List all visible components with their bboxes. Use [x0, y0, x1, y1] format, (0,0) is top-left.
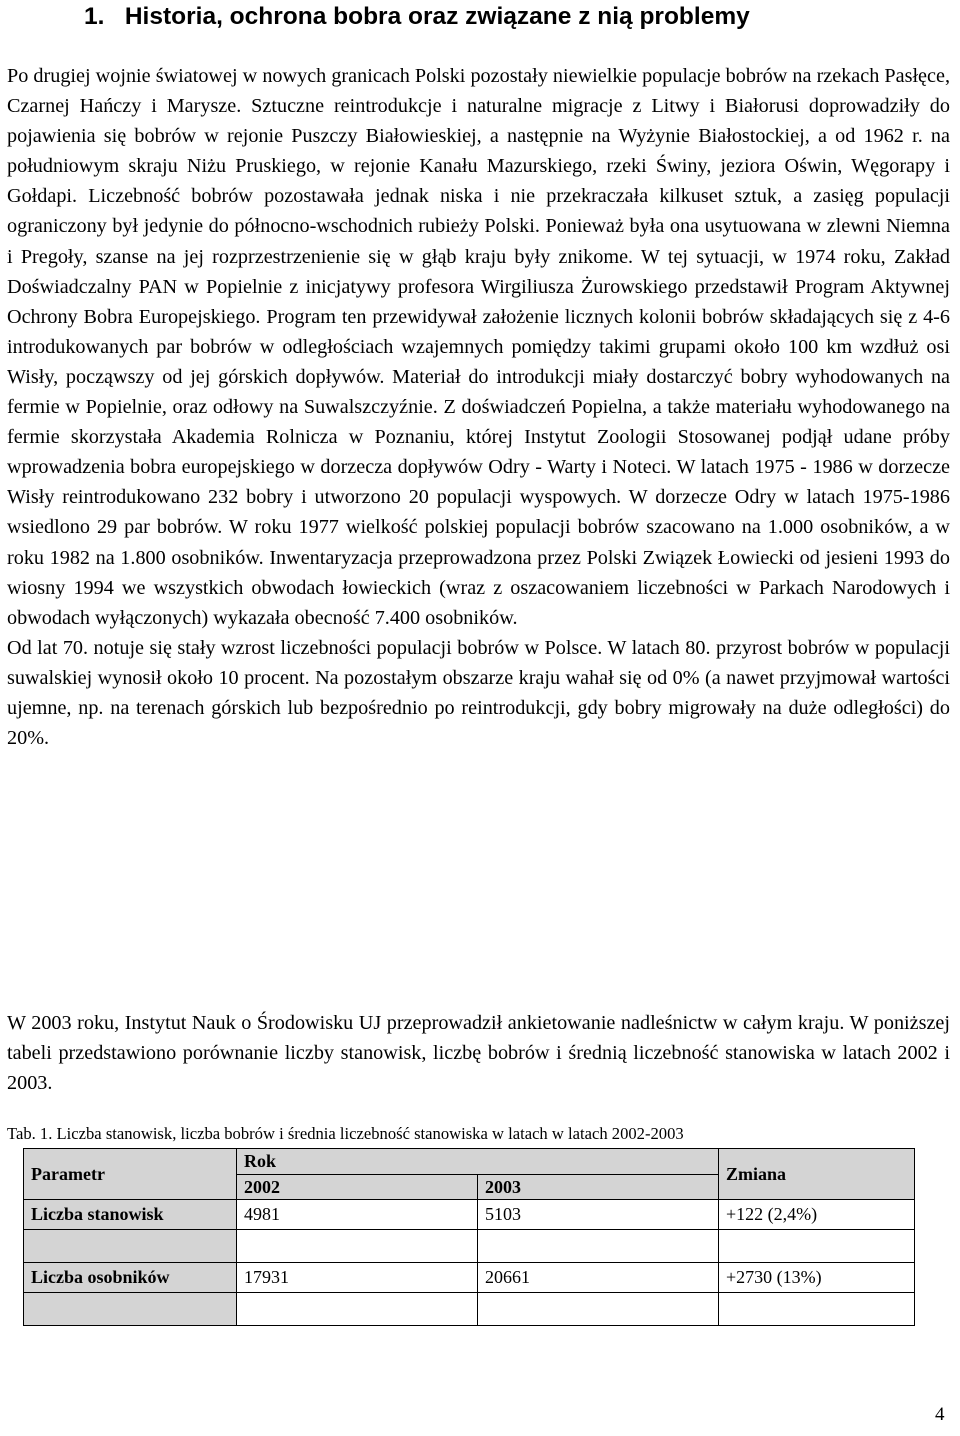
paragraph-history: Po drugiej wojnie światowej w nowych granicach Polski pozostały niewielkie populacje bobrów na rzekach Pasłęce, Czarnej Hańczy i Marysze. Sztuczne reintrodukcje i naturalne migracje z Litwy i Białorusi doprowadziły do pojawienia się bobrów w rejonie Puszczy Białowieskiej, a następnie na Wyżynie Białostockiej, a od 1962 r. na południowym skraju Niżu Pruskiego, w rejonie Kanału Mazurskiego, rzeki Świny, jeziora Oświn, Węgorapy i Gołdapi. Liczebność bobrów pozostawała jednak niska i nie przekraczała kilkuset sztuk, a zasięg populacji ograniczony był jedynie do północno-wschodnich rubieży Polski. Ponieważ była ona usytuowana w zlewni Niemna i Pregoły, szanse na jej rozprzestrzenienie się w głąb kraju były znikome. W tej sytuacji, w 1974 roku, Zakład Doświadczalny PAN w Popielnie z inicjatywy profesora Wirgiliusza Żurowskiego przedstawił Program Aktywnej Ochrony Bobra Europejskiego. Program ten przewidywał założenie licznych kolonii bobrów składających się z 4-6 introdukowanych par bobrów w odległościach wzajemnych pomiędzy takimi grupami około 100 km wzdłuż osi Wisły, począwszy od jej górskich dopływów. Materiał do introdukcji miały dostarczyć bobry wyhodowanych na fermie w Popielnie, oraz odłowy na Suwalszczyźnie. Z doświadczeń Popielna, a także materiału wyhodowanego na fermie skorzystała Akademia Rolnicza w Poznaniu, której Instytut Zoologii Stosowanej podjął udane próby wprowadzenia bobra europejskiego w dorzecza dopływów Odry - Warty i Noteci. W latach 1975 - 1986 w dorzecze Wisły reintrodukowano 232 bobry i utworzono 20 populacji wyspowych. W dorzecze Odry w latach 1975-1986 wsiedlono 29 par bobrów. W roku 1977 wielkość polskiej populacji bobrów szacowano na 1.000 osobników, a w roku 1982 na 1.800 osobników. Inwentaryzacja przeprowadzona przez Polski Związek Łowiecki od jesieni 1993 do wiosny 1994 we wszystkich obwodach łowieckich (wraz z oszacowaniem liczebności w Parkach Narodowych i obwodach wyłączonych) wykazała obecność 7.400 osobników.: [7, 65, 950, 629]
header-year-group: Rok: [237, 1149, 719, 1175]
section-heading: 1. Historia, ochrona bobra oraz związane z nią problemy: [84, 3, 750, 30]
header-change: Zmiana: [719, 1149, 915, 1200]
paragraph-growth: Od lat 70. notuje się stały wzrost liczebności populacji bobrów w Polsce. W latach 80. przyrost bobrów w populacji suwalskiej wynosił około 10 procent. Na pozostałym obszarze kraju wahał się od 0% (a nawet przyjmował wartości ujemne, np. na terenach górskich lub bezpośrednio po reintrodukcji, gdy bobry migrowały na duże odległości) do 20%.: [7, 636, 950, 750]
table-header-row: [24, 1149, 915, 1175]
comparison-table: [23, 1148, 915, 1326]
cell-2002: 4981: [237, 1200, 478, 1230]
header-year-2003: 2003: [478, 1175, 719, 1200]
table-spacer-row: [24, 1293, 915, 1326]
cell-2003: 5103: [478, 1200, 719, 1230]
table-row: [24, 1263, 915, 1293]
row-label: Liczba stanowisk: [24, 1200, 237, 1230]
cell-change: +122 (2,4%): [719, 1200, 915, 1230]
header-year-2002: 2002: [237, 1175, 478, 1200]
cell-2002: 17931: [237, 1263, 478, 1293]
row-label: Liczba osobników: [24, 1263, 237, 1293]
table-row: [24, 1200, 915, 1230]
table-caption: Tab. 1. Liczba stanowisk, liczba bobrów i średnia liczebność stanowiska w latach w latach 2002-2003: [7, 1124, 684, 1143]
cell-2003: 20661: [478, 1263, 719, 1293]
cell-change: +2730 (13%): [719, 1263, 915, 1293]
table-spacer-row: [24, 1230, 915, 1263]
page-number: 4: [935, 1404, 945, 1425]
header-param: Parametr: [24, 1149, 237, 1200]
paragraph-survey: W 2003 roku, Instytut Nauk o Środowisku UJ przeprowadził ankietowanie nadleśnictw w całym kraju. W poniższej tabeli przedstawiono porównanie liczby stanowisk, liczbę bobrów i średnią liczebność stanowiska w latach 2002 i 2003.: [7, 1012, 950, 1095]
body-paragraphs: [7, 61, 950, 753]
